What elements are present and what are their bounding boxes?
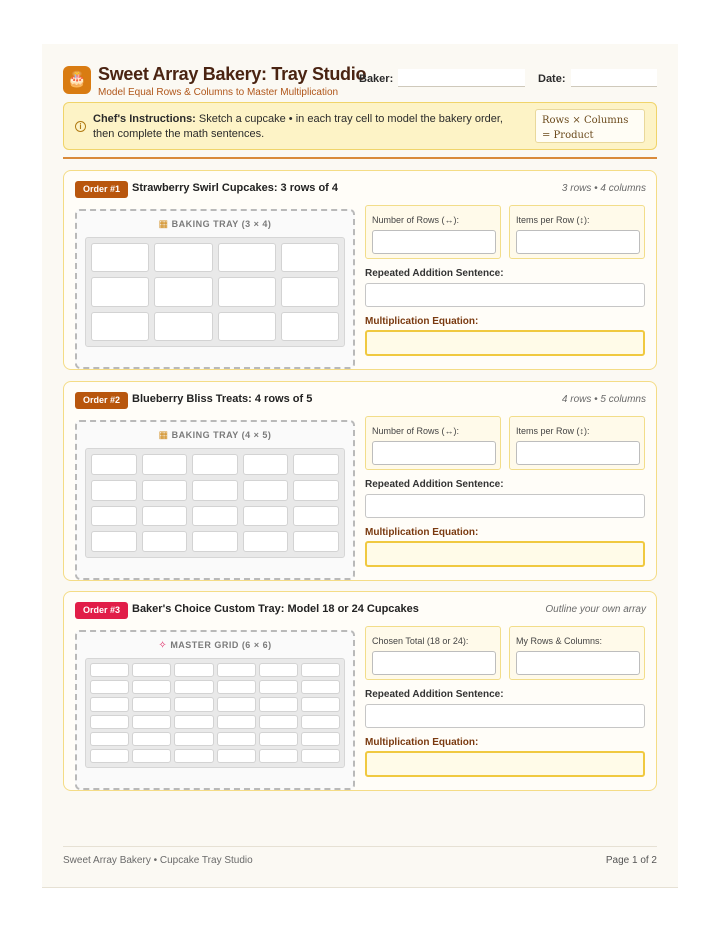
tray-cell[interactable] xyxy=(293,480,339,501)
order-title: Blueberry Bliss Treats: 4 rows of 5 xyxy=(132,393,313,405)
tray-label xyxy=(77,640,353,651)
formula-line-2: = Product xyxy=(542,130,594,141)
tray-cell[interactable] xyxy=(281,312,339,341)
tray-cell[interactable] xyxy=(293,531,339,552)
answer-box-2 xyxy=(509,626,645,680)
tray-cell[interactable] xyxy=(174,663,213,677)
answer-box-1-input[interactable] xyxy=(372,441,496,465)
header xyxy=(63,64,657,98)
tray-cell[interactable] xyxy=(217,715,256,729)
tray-cell[interactable] xyxy=(293,454,339,475)
tray-cell[interactable] xyxy=(218,312,276,341)
tray-cell[interactable] xyxy=(132,663,171,677)
tray-cell[interactable] xyxy=(301,749,340,763)
tray-cell[interactable] xyxy=(259,749,298,763)
tray-cell[interactable] xyxy=(142,506,188,527)
instructions-text xyxy=(93,112,523,142)
tray-cell[interactable] xyxy=(90,663,129,677)
answer-box-1 xyxy=(365,416,501,470)
tray-cell[interactable] xyxy=(192,480,238,501)
order-badge: Order #3 xyxy=(75,602,128,619)
repeated-addition-input[interactable] xyxy=(365,283,645,307)
answer-box-1-label: Number of Rows (↔): xyxy=(372,426,460,436)
tray-cell[interactable] xyxy=(259,715,298,729)
tray-cell[interactable] xyxy=(192,454,238,475)
tray-cell[interactable] xyxy=(217,680,256,694)
tray-cell[interactable] xyxy=(301,715,340,729)
answer-box-1 xyxy=(365,626,501,680)
tray-cell[interactable] xyxy=(301,732,340,746)
instructions-body: Sketch a cupcake • in each tray cell to model the bakery order, then complete the math sentences. xyxy=(93,113,503,140)
formula-note xyxy=(535,109,645,143)
worksheet-page xyxy=(42,44,678,888)
tray-cell[interactable] xyxy=(301,680,340,694)
tray-cell[interactable] xyxy=(217,697,256,711)
tray-cell[interactable] xyxy=(301,663,340,677)
multiplication-input[interactable] xyxy=(365,751,645,777)
tray-cell[interactable] xyxy=(91,277,149,306)
tray-cell[interactable] xyxy=(259,732,298,746)
multiplication-label: Multiplication Equation: xyxy=(365,737,479,748)
grid-icon: ▦ xyxy=(158,430,169,441)
repeated-addition-input[interactable] xyxy=(365,704,645,728)
baking-tray xyxy=(75,630,355,790)
repeated-addition-label: Repeated Addition Sentence: xyxy=(365,268,504,279)
tray-cell[interactable] xyxy=(218,277,276,306)
tray-cell[interactable] xyxy=(174,732,213,746)
page-title: Sweet Array Bakery: Tray Studio xyxy=(98,64,367,84)
tray-cell[interactable] xyxy=(192,531,238,552)
tray-grid xyxy=(85,237,345,347)
page-number: Page 1 of 2 xyxy=(605,855,657,866)
order-note: 3 rows • 4 columns xyxy=(561,183,646,194)
tray-label-text: MASTER GRID (6 × 6) xyxy=(170,640,272,650)
instructions-box xyxy=(63,102,657,150)
tray-cell[interactable] xyxy=(91,506,137,527)
tray-cell[interactable] xyxy=(174,697,213,711)
tray-cell[interactable] xyxy=(132,680,171,694)
tray-cell[interactable] xyxy=(91,312,149,341)
tray-cell[interactable] xyxy=(243,506,289,527)
tray-cell[interactable] xyxy=(91,531,137,552)
multiplication-input[interactable] xyxy=(365,541,645,567)
tray-cell[interactable] xyxy=(90,680,129,694)
tray-cell[interactable] xyxy=(142,454,188,475)
order-note: Outline your own array xyxy=(545,604,646,615)
answer-box-2 xyxy=(509,416,645,470)
tray-cell[interactable] xyxy=(243,531,289,552)
repeated-addition-input[interactable] xyxy=(365,494,645,518)
order-card-3 xyxy=(63,591,657,791)
tray-label xyxy=(77,430,353,441)
repeated-addition-label: Repeated Addition Sentence: xyxy=(365,479,504,490)
date-field[interactable] xyxy=(571,69,657,87)
tray-cell[interactable] xyxy=(281,243,339,272)
cake-icon: 🎂 xyxy=(63,66,91,94)
answer-box-2-label: Items per Row (↕): xyxy=(516,215,590,225)
tray-cell[interactable] xyxy=(142,531,188,552)
tray-cell[interactable] xyxy=(192,506,238,527)
answer-box-2-input[interactable] xyxy=(516,441,640,465)
divider xyxy=(63,157,657,159)
tray-cell[interactable] xyxy=(154,312,212,341)
baker-field[interactable] xyxy=(398,69,525,87)
multiplication-label: Multiplication Equation: xyxy=(365,316,479,327)
tray-cell[interactable] xyxy=(281,277,339,306)
tray-cell[interactable] xyxy=(91,480,137,501)
tray-grid xyxy=(85,658,345,768)
tray-cell[interactable] xyxy=(91,243,149,272)
answer-box-1-label: Chosen Total (18 or 24): xyxy=(372,636,469,646)
answer-box-1-input[interactable] xyxy=(372,230,496,254)
repeated-addition-label: Repeated Addition Sentence: xyxy=(365,689,504,700)
tray-cell[interactable] xyxy=(293,506,339,527)
order-card-2 xyxy=(63,381,657,581)
tray-cell[interactable] xyxy=(90,715,129,729)
order-badge: Order #2 xyxy=(75,392,128,409)
tray-cell[interactable] xyxy=(174,680,213,694)
tray-cell[interactable] xyxy=(243,480,289,501)
multiplication-input[interactable] xyxy=(365,330,645,356)
tray-cell[interactable] xyxy=(132,697,171,711)
tray-cell[interactable] xyxy=(154,243,212,272)
formula-line-1: Rows × Columns xyxy=(542,115,629,126)
answer-box-2 xyxy=(509,205,645,259)
tray-cell[interactable] xyxy=(217,732,256,746)
tray-label-text: BAKING TRAY (3 × 4) xyxy=(171,219,272,229)
answer-box-2-label: Items per Row (↕): xyxy=(516,426,590,436)
grid-icon: ▦ xyxy=(158,219,169,230)
tray-cell[interactable] xyxy=(90,697,129,711)
tray-cell[interactable] xyxy=(91,454,137,475)
order-title: Strawberry Swirl Cupcakes: 3 rows of 4 xyxy=(132,182,339,194)
tray-cell[interactable] xyxy=(217,749,256,763)
answer-box-2-label: My Rows & Columns: xyxy=(516,636,603,646)
answer-box-2-input[interactable] xyxy=(516,230,640,254)
tray-cell[interactable] xyxy=(174,715,213,729)
footer-title: Sweet Array Bakery • Cupcake Tray Studio xyxy=(63,855,253,866)
tray-cell[interactable] xyxy=(132,732,171,746)
tray-grid xyxy=(85,448,345,558)
tray-cell[interactable] xyxy=(217,663,256,677)
tray-label-text: BAKING TRAY (4 × 5) xyxy=(171,430,272,440)
tray-cell[interactable] xyxy=(259,697,298,711)
tray-cell[interactable] xyxy=(90,732,129,746)
answer-box-2-input[interactable] xyxy=(516,651,640,675)
tray-cell[interactable] xyxy=(259,663,298,677)
tray-cell[interactable] xyxy=(259,680,298,694)
tray-cell[interactable] xyxy=(243,454,289,475)
order-note: 4 rows • 5 columns xyxy=(561,394,646,405)
page-subtitle: Model Equal Rows & Columns to Master Multiplication xyxy=(98,87,339,98)
tray-cell[interactable] xyxy=(154,277,212,306)
multiplication-label: Multiplication Equation: xyxy=(365,527,479,538)
date-label: Date: xyxy=(538,73,566,85)
footer-divider xyxy=(63,846,657,847)
baking-tray xyxy=(75,209,355,369)
tray-cell[interactable] xyxy=(218,243,276,272)
answer-box-1-label: Number of Rows (↔): xyxy=(372,215,460,225)
baker-label: Baker: xyxy=(359,73,394,85)
answer-box-1-input[interactable] xyxy=(372,651,496,675)
order-badge: Order #1 xyxy=(75,181,128,198)
tray-cell[interactable] xyxy=(132,749,171,763)
instructions-heading: Chef's Instructions: xyxy=(93,113,196,125)
tray-cell[interactable] xyxy=(132,715,171,729)
tray-cell[interactable] xyxy=(90,749,129,763)
baking-tray xyxy=(75,420,355,580)
order-card-1 xyxy=(63,170,657,370)
tray-cell[interactable] xyxy=(142,480,188,501)
tray-cell[interactable] xyxy=(301,697,340,711)
answer-box-1 xyxy=(365,205,501,259)
info-icon: i xyxy=(75,121,86,132)
tray-label xyxy=(77,219,353,230)
tray-cell[interactable] xyxy=(174,749,213,763)
order-title: Baker's Choice Custom Tray: Model 18 or 24 Cupcakes xyxy=(132,603,419,615)
sparkle-icon: ✧ xyxy=(158,640,168,651)
